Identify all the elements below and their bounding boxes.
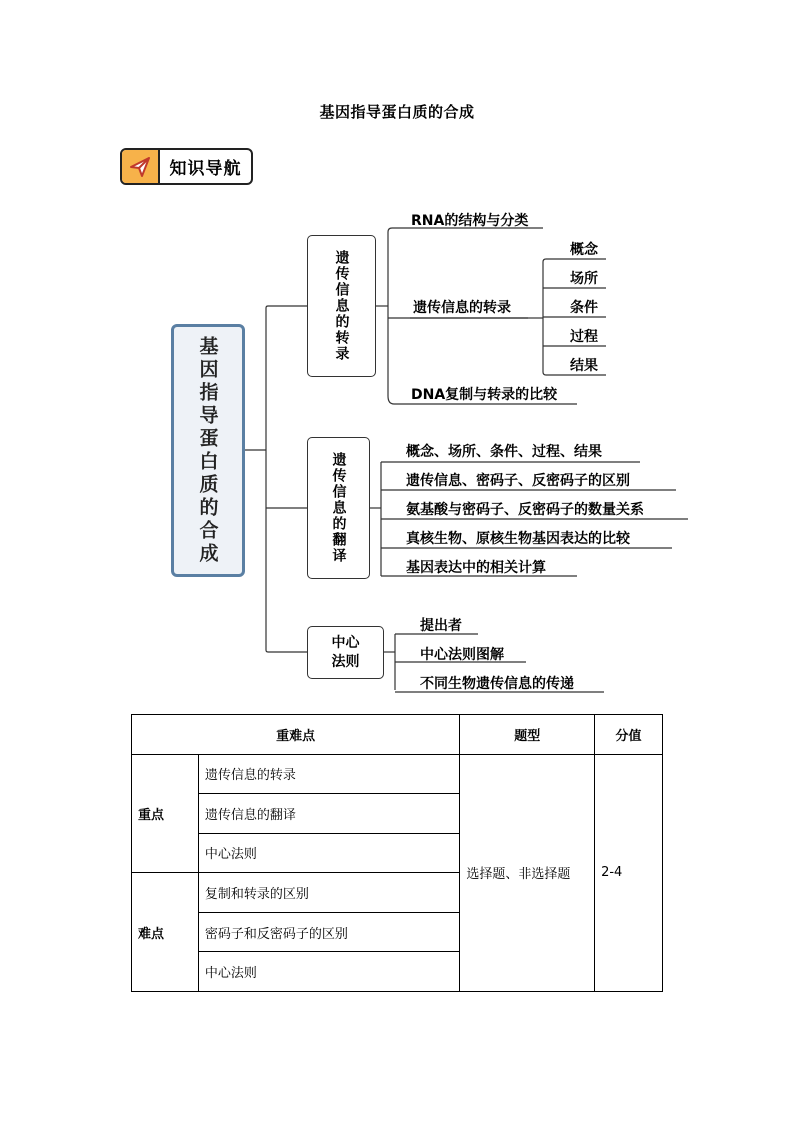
branch-transcription: 遗传信息的转录	[307, 235, 376, 377]
table-cell: 复制和转录的区别	[198, 873, 459, 913]
leaf-eukaryote-prokaryote: 真核生物、原核生物基因表达的比较	[406, 531, 630, 547]
leaf-gene-expression-calc: 基因表达中的相关计算	[406, 560, 546, 576]
branch-translation: 遗传信息的翻译	[307, 437, 370, 579]
leaf-dna-vs-transcription: DNA复制与转录的比较	[411, 387, 558, 403]
leaf-transcription: 遗传信息的转录	[413, 300, 511, 316]
leaf-rna-structure: RNA的结构与分类	[411, 213, 529, 229]
table-cell: 遗传信息的转录	[198, 754, 459, 794]
page-title: 基因指导蛋白质的合成	[319, 103, 475, 121]
mindmap-root: 基因指导蛋白质的合成	[171, 324, 245, 577]
leaf-concept: 概念	[570, 242, 598, 258]
nav-label: 知识导航	[169, 159, 242, 179]
header-key-points: 重难点	[132, 715, 460, 755]
leaf-info-transfer: 不同生物遗传信息的传递	[420, 676, 574, 692]
leaf-site: 场所	[570, 271, 598, 287]
key-points-table	[131, 714, 663, 992]
table-cell: 中心法则	[198, 952, 459, 992]
leaf-codon-difference: 遗传信息、密码子、反密码子的区别	[406, 473, 630, 489]
leaf-process: 过程	[570, 329, 598, 345]
group-label-key: 重点	[132, 754, 199, 873]
table-cell: 密码子和反密码子的区别	[198, 912, 459, 952]
branch-central-dogma	[307, 626, 384, 679]
group-label-difficult: 难点	[132, 873, 199, 992]
leaf-result: 结果	[570, 358, 598, 374]
table-row	[132, 754, 663, 794]
leaf-proposer: 提出者	[420, 618, 462, 634]
table-cell: 中心法则	[198, 833, 459, 873]
branch-central-dogma-label: 中心法则	[331, 634, 360, 670]
question-type-cell: 选择题、非选择题	[460, 754, 595, 991]
leaf-central-dogma-diagram: 中心法则图解	[420, 647, 504, 663]
leaf-condition: 条件	[570, 300, 598, 316]
leaf-amino-acid-relation: 氨基酸与密码子、反密码子的数量关系	[406, 502, 644, 518]
score-cell: 2-4	[595, 754, 663, 991]
table-cell: 遗传信息的翻译	[198, 794, 459, 834]
leaf-translation-overview: 概念、场所、条件、过程、结果	[406, 444, 602, 460]
table-header-row	[132, 715, 663, 755]
header-score: 分值	[595, 715, 663, 755]
header-question-type: 题型	[460, 715, 595, 755]
